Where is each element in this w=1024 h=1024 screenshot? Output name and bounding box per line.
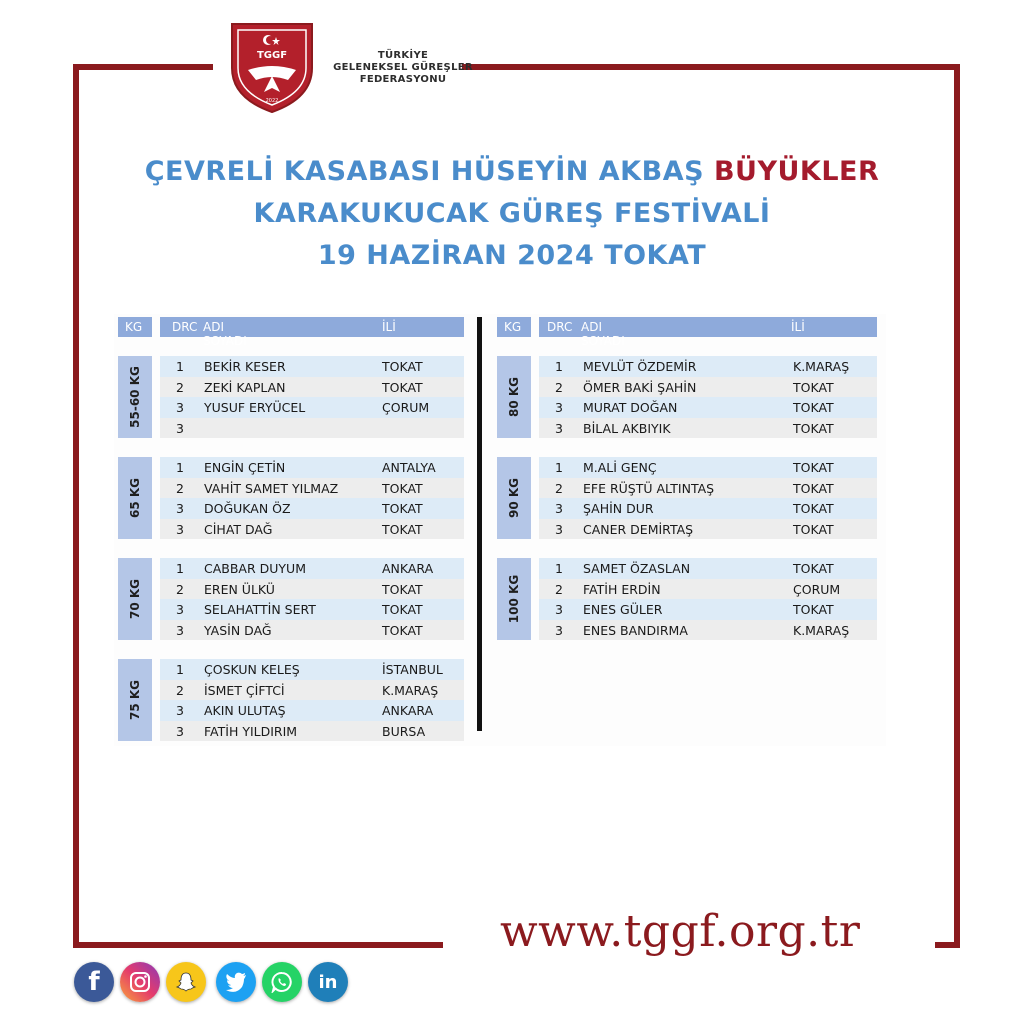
weight-class-cell	[118, 356, 152, 438]
athlete-name-cell: MEVLÜT ÖZDEMİR	[583, 359, 697, 374]
frame-top-left	[73, 64, 213, 70]
city-cell: ANTALYA	[382, 460, 436, 475]
table-row	[539, 498, 877, 519]
linkedin-glyph: in	[318, 971, 338, 993]
rank-cell: 1	[176, 359, 184, 374]
rank-cell: 3	[176, 521, 184, 537]
rank-cell: 3	[176, 622, 184, 638]
weight-class-label: 80 KG	[507, 376, 521, 418]
federation-name-line-1: TÜRKİYE	[377, 50, 429, 61]
city-cell: TOKAT	[382, 501, 423, 516]
city-cell: TOKAT	[382, 602, 423, 617]
city-cell: ANKARA	[382, 561, 434, 576]
athlete-name-cell: YASİN DAĞ	[204, 622, 272, 638]
weight-class-cell	[118, 558, 152, 640]
weight-class-label: 55-60 KG	[128, 366, 142, 428]
city-cell: TOKAT	[793, 480, 834, 496]
city-cell: TOKAT	[382, 379, 423, 395]
table-row	[160, 397, 464, 418]
city-cell: TOKAT	[793, 379, 834, 395]
rank-cell: 1	[176, 662, 184, 677]
city-cell: ANKARA	[382, 703, 434, 718]
athlete-name-cell: AKIN ULUTAŞ	[204, 703, 286, 718]
table-row	[160, 721, 464, 742]
twitter-icon[interactable]	[216, 962, 256, 1002]
athlete-name-cell: CABBAR DUYUM	[204, 561, 306, 576]
athlete-name-cell: SELAHATTİN SERT	[204, 602, 316, 617]
athlete-name-cell: İSMET ÇİFTCİ	[204, 682, 285, 698]
title-accent: BÜYÜKLER	[713, 156, 880, 187]
table-row	[539, 457, 877, 478]
frame-left	[73, 64, 79, 948]
rank-cell: 3	[176, 400, 184, 415]
table-row	[539, 397, 877, 418]
rank-cell: 2	[555, 379, 563, 395]
table-row	[539, 599, 877, 620]
city-cell: ÇORUM	[793, 581, 841, 597]
city-cell: TOKAT	[382, 622, 423, 638]
table-row	[539, 620, 877, 641]
rank-cell: 1	[176, 561, 184, 576]
rank-cell: 1	[176, 460, 184, 475]
city-cell: TOKAT	[793, 460, 834, 475]
table-row	[539, 558, 877, 579]
city-cell: K.MARAŞ	[793, 622, 850, 638]
city-cell: İSTANBUL	[382, 662, 443, 677]
snapchat-icon[interactable]	[166, 962, 206, 1002]
frame-bottom-right	[935, 942, 960, 948]
table-row	[539, 377, 877, 398]
rank-cell: 1	[555, 359, 563, 374]
weight-class-label: 100 KG	[507, 574, 521, 624]
table-row	[160, 498, 464, 519]
athlete-name-cell: MURAT DOĞAN	[583, 400, 678, 415]
header-city: İLİ	[791, 320, 805, 334]
rank-cell: 3	[176, 723, 184, 739]
city-cell: TOKAT	[793, 521, 834, 537]
athlete-name-cell: ÖMER BAKİ ŞAHİN	[583, 379, 697, 395]
rank-cell: 1	[555, 561, 563, 576]
rank-cell: 2	[176, 581, 184, 597]
athlete-name-cell: BEKİR KESER	[204, 359, 286, 374]
city-cell: K.MARAŞ	[793, 359, 850, 374]
rank-cell: 3	[555, 622, 563, 638]
table-row	[160, 680, 464, 701]
whatsapp-icon[interactable]	[262, 962, 302, 1002]
tggf-logo	[228, 18, 316, 114]
weight-class-cell	[497, 457, 531, 539]
website-link[interactable]: www.tggf.org.tr	[500, 906, 861, 957]
rank-cell: 2	[176, 480, 184, 496]
weight-class-cell	[118, 659, 152, 741]
city-cell: BURSA	[382, 723, 426, 739]
table-row	[539, 418, 877, 439]
table-row	[160, 418, 464, 439]
rank-cell: 3	[555, 400, 563, 415]
title-line-1-main: ÇEVRELİ KASABASI HÜSEYİN AKBAŞ	[144, 156, 714, 187]
rank-cell: 2	[176, 379, 184, 395]
table-row	[160, 659, 464, 680]
table-row	[160, 478, 464, 499]
athlete-name-cell: ENES BANDIRMA	[583, 622, 688, 638]
weight-class-cell	[497, 558, 531, 640]
table-row	[160, 599, 464, 620]
facebook-glyph: f	[88, 967, 100, 997]
logo-text: TGGF	[256, 50, 288, 61]
header-name: ADI SOYADI	[203, 320, 247, 348]
city-cell: TOKAT	[793, 501, 834, 516]
athlete-name-cell: BİLAL AKBIYIK	[583, 420, 671, 436]
athlete-name-cell: SAMET ÖZASLAN	[583, 561, 691, 576]
athlete-name-cell: ŞAHİN DUR	[583, 501, 654, 516]
column-divider	[477, 317, 482, 731]
rank-cell: 1	[555, 460, 563, 475]
table-row	[160, 356, 464, 377]
table-row	[160, 558, 464, 579]
frame-right	[954, 64, 960, 948]
federation-name-line-3: FEDERASYONU	[359, 74, 447, 85]
header-drc: DRC	[172, 320, 198, 334]
weight-class-label: 70 KG	[128, 578, 142, 620]
rank-cell: 2	[176, 682, 184, 698]
athlete-name-cell: VAHİT SAMET YILMAZ	[204, 480, 339, 496]
city-cell: TOKAT	[382, 521, 423, 537]
table-row	[539, 579, 877, 600]
athlete-name-cell: YUSUF ERYÜCEL	[204, 400, 306, 415]
athlete-name-cell: ENGİN ÇETİN	[204, 460, 286, 475]
title-line-3: 19 HAZİRAN 2024 TOKAT	[317, 240, 707, 271]
athlete-name-cell: CİHAT DAĞ	[204, 521, 273, 537]
athlete-name-cell: FATİH ERDİN	[583, 581, 661, 597]
title-line-1	[0, 156, 1024, 187]
table-row	[160, 620, 464, 641]
linkedin-icon[interactable]	[308, 962, 348, 1002]
header-name: ADI SOYADI	[581, 320, 625, 348]
frame-bottom-left	[73, 942, 443, 948]
weight-class-cell	[497, 356, 531, 438]
athlete-name-cell: EFE RÜŞTÜ ALTINTAŞ	[583, 480, 715, 496]
athlete-name-cell: M.ALİ GENÇ	[583, 460, 657, 475]
table-row	[539, 356, 877, 377]
weight-class-label: 75 KG	[128, 679, 142, 721]
rank-cell: 3	[176, 703, 184, 718]
header-kg: KG	[125, 320, 143, 334]
facebook-icon[interactable]	[74, 962, 114, 1002]
rank-cell: 3	[555, 501, 563, 516]
athlete-name-cell: FATİH YILDIRIM	[204, 723, 298, 739]
header-kg: KG	[504, 320, 522, 334]
rank-cell: 3	[176, 420, 184, 436]
city-cell: ÇORUM	[382, 400, 430, 415]
city-cell: TOKAT	[793, 420, 834, 436]
weight-class-cell	[118, 457, 152, 539]
rank-cell: 3	[176, 501, 184, 516]
athlete-name-cell: EREN ÜLKÜ	[204, 581, 275, 597]
athlete-name-cell: ENES GÜLER	[583, 602, 663, 617]
header-drc: DRC	[547, 320, 573, 334]
rank-cell: 2	[555, 480, 563, 496]
table-row	[539, 478, 877, 499]
rank-cell: 3	[555, 420, 563, 436]
city-cell: TOKAT	[793, 400, 834, 415]
weight-class-label: 65 KG	[128, 477, 142, 519]
city-cell: K.MARAŞ	[382, 682, 439, 698]
city-cell: TOKAT	[382, 581, 423, 597]
table-row	[160, 700, 464, 721]
city-cell: TOKAT	[382, 359, 423, 374]
city-cell: TOKAT	[793, 602, 834, 617]
athlete-name-cell: ZEKİ KAPLAN	[204, 379, 286, 395]
federation-name-line-2: GELENEKSEL GÜREŞLER	[333, 62, 473, 73]
title-line-2: KARAKUKUCAK GÜREŞ FESTİVALİ	[253, 198, 771, 229]
athlete-name-cell: CANER DEMİRTAŞ	[583, 521, 694, 537]
athlete-name-cell: DOĞUKAN ÖZ	[204, 501, 291, 516]
table-row	[160, 377, 464, 398]
rank-cell: 3	[176, 602, 184, 617]
athlete-name-cell: ÇOSKUN KELEŞ	[204, 662, 300, 677]
table-row	[160, 579, 464, 600]
rank-cell: 3	[555, 602, 563, 617]
instagram-icon[interactable]	[120, 962, 160, 1002]
city-cell: TOKAT	[793, 561, 834, 576]
rank-cell: 3	[555, 521, 563, 537]
logo-year: 2022	[265, 98, 279, 104]
header-city: İLİ	[382, 320, 396, 334]
rank-cell: 2	[555, 581, 563, 597]
table-row	[160, 457, 464, 478]
city-cell: TOKAT	[382, 480, 423, 496]
table-row	[160, 519, 464, 540]
weight-class-label: 90 KG	[507, 477, 521, 519]
table-row	[539, 519, 877, 540]
federation-name	[328, 50, 478, 86]
frame-top-right	[462, 64, 960, 70]
